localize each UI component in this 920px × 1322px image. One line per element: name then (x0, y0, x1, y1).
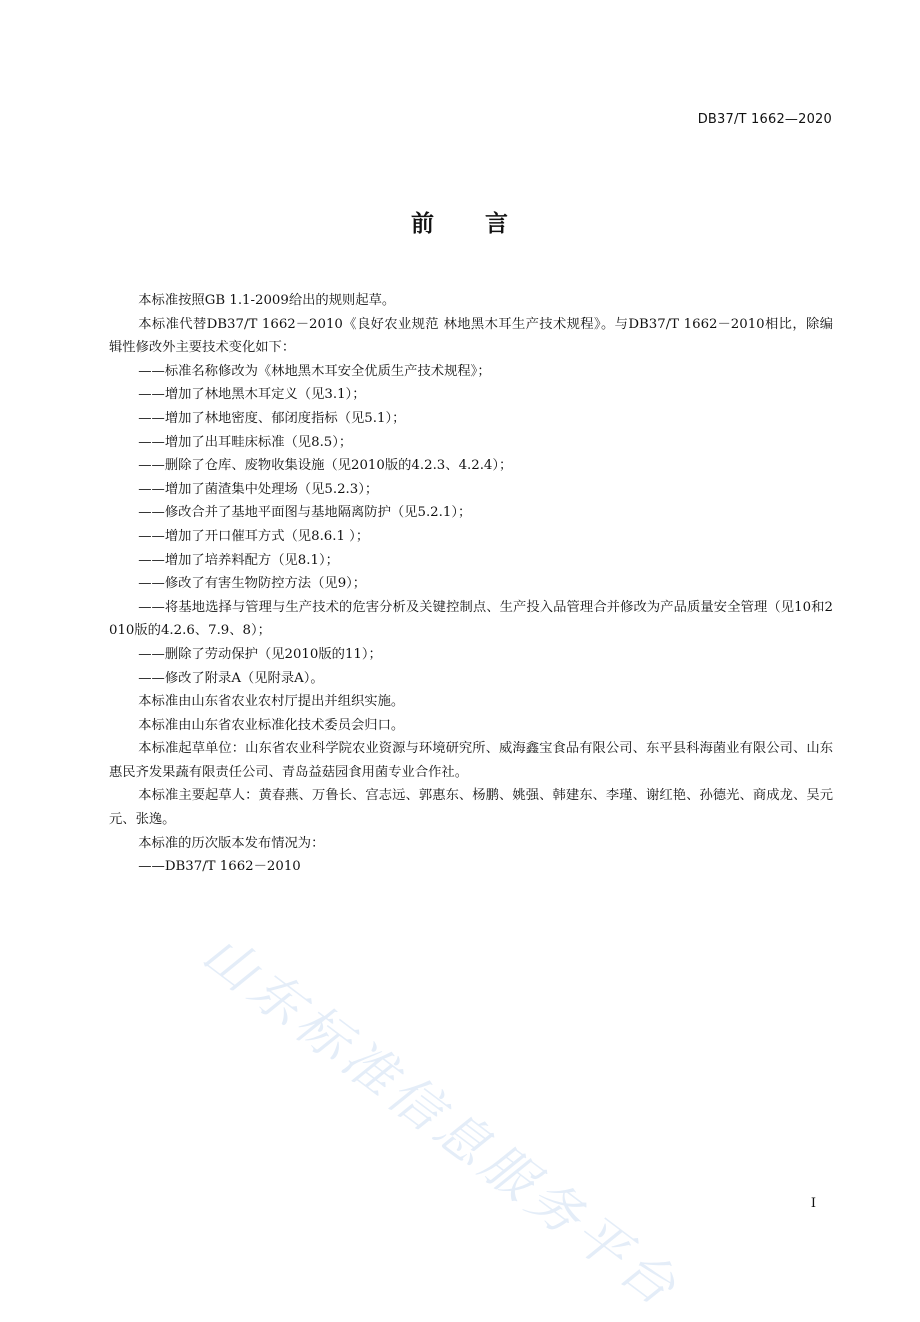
change-item: ——修改合并了基地平面图与基地隔离防护（见5.2.1）； (138, 505, 472, 521)
change-item: ——删除了仓库、废物收集设施（见2010版的4.2.3、4.2.4）； (138, 458, 513, 474)
change-item: ——增加了培养料配方（见8.1）； (138, 552, 339, 568)
paragraph: 本标准代替DB37/T 1662－2010《良好农业规范 林地黑木耳生产技术规程》。与DB37/T 1662－2010相比，除编辑性修改外主要技术变化如下： (109, 316, 833, 356)
change-item: ——修改了有害生物防控方法（见9）； (138, 576, 367, 592)
watermark: 山东标准信息服务平台 (191, 923, 691, 1321)
change-item: ——增加了出耳畦床标准（见8.5）； (138, 434, 353, 450)
paragraph: 本标准按照GB 1.1-2009给出的规则起草。 (138, 293, 396, 308)
change-item: ——增加了菌渣集中处理场（见5.2.3）； (138, 481, 379, 497)
drafting-units-paragraph: 本标准起草单位：山东省农业科学院农业资源与环境研究所、威海鑫宝食品有限公司、东平县科海菌业有限公司、山东惠民齐发果蔬有限责任公司、青岛益菇园食用菌专业合作社。 (109, 741, 833, 780)
document-code-header: DB37/T 1662—2020 (697, 112, 832, 127)
paragraph: 本标准由山东省农业农村厅提出并组织实施。 (138, 694, 405, 710)
page-title (0, 205, 920, 238)
change-item: ——删除了劳动保护（见2010版的11）； (138, 646, 382, 662)
version-history-item: ——DB37/T 1662－2010 (138, 859, 301, 875)
foreword-body (109, 289, 833, 879)
page-number: I (810, 1196, 816, 1211)
title-char-1: 前 (411, 211, 435, 237)
paragraph: 本标准的历次版本发布情况为： (138, 835, 325, 851)
paragraph: 本标准由山东省农业标准化技术委员会归口。 (138, 717, 405, 733)
title-char-2: 言 (485, 211, 509, 237)
change-item: ——增加了林地密度、郁闭度指标（见5.1）； (138, 410, 406, 426)
change-item: ——增加了林地黑木耳定义（见3.1）； (138, 387, 366, 403)
drafters-paragraph: 本标准主要起草人：黄春燕、万鲁长、宫志远、郭惠东、杨鹏、姚强、韩建东、李瑾、谢红艳、孙德光、商成龙、吴元元、张逸。 (109, 788, 833, 828)
change-item: ——修改了附录A（见附录A）。 (138, 670, 324, 686)
change-item: ——标准名称修改为《林地黑木耳安全优质生产技术规程》； (138, 363, 491, 379)
change-item: ——增加了开口催耳方式（见8.6.1 ）； (138, 528, 370, 544)
change-item: ——将基地选择与管理与生产技术的危害分析及关键控制点、生产投入品管理合并修改为产品质量安全管理（见10和2010版的4.2.6、7.9、8）； (109, 599, 833, 639)
